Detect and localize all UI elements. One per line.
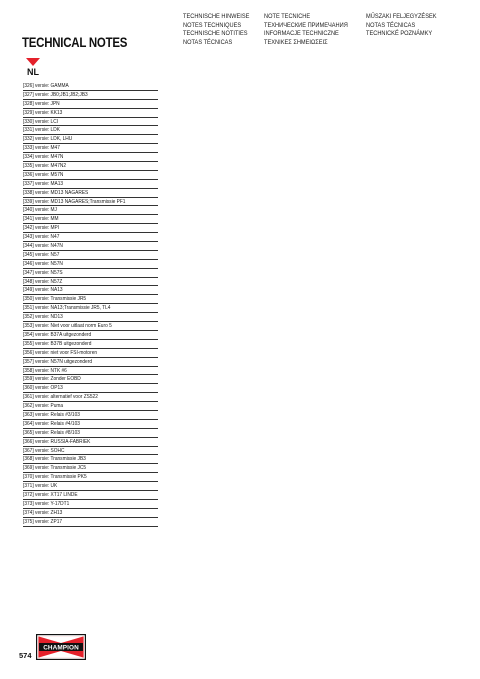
section-language-label: NL (27, 67, 39, 77)
note-row (23, 384, 158, 393)
note-text: [330] versie: LCI (23, 118, 59, 125)
note-text: [350] versie: Transmissie JR5 (23, 296, 87, 303)
note-row (23, 162, 158, 171)
note-text: [375] versie: ZP17 (23, 518, 63, 525)
note-row (23, 420, 158, 429)
note-row (23, 118, 158, 127)
note-row (23, 206, 158, 215)
note-row (23, 482, 158, 491)
note-row (23, 429, 158, 438)
note-text: [351] versie: NA13;Transmissie JR5, TL4 (23, 305, 111, 312)
note-row (23, 269, 158, 278)
note-text: [368] versie: Transmissie JB3 (23, 456, 86, 463)
note-text: [352] versie: ND13 (23, 314, 63, 321)
note-text: [360] versie: OP13 (23, 385, 63, 392)
note-row (23, 215, 158, 224)
note-row (23, 491, 158, 500)
note-row (23, 322, 158, 331)
note-row (23, 518, 158, 527)
note-row (23, 144, 158, 153)
note-row (23, 233, 158, 242)
translations-column-1 (183, 13, 257, 47)
note-row (23, 109, 158, 118)
note-text: [370] versie: Transmissie PK5 (23, 474, 87, 481)
note-row (23, 411, 158, 420)
translation-pl: INFORMACJE TECHNICZNE (264, 30, 339, 38)
note-text: [361] versie: alternatief voor ZS522 (23, 394, 98, 401)
note-row (23, 198, 158, 207)
translations-column-3 (366, 13, 444, 39)
note-row (23, 260, 158, 269)
translation-hu: MŰSZAKI FELJEGYZÉSEK (366, 13, 437, 20)
note-text: [343] versie: N47 (23, 234, 60, 241)
note-row (23, 135, 158, 144)
note-row (23, 509, 158, 518)
note-text: [331] versie: LDK (23, 127, 60, 134)
note-text: [326] versie: GAMMA (23, 83, 69, 89)
note-row (23, 393, 158, 402)
translation-es: NOTAS TÉCNICAS (183, 38, 233, 46)
note-row (23, 224, 158, 233)
note-row (23, 100, 158, 109)
note-row (23, 126, 158, 135)
note-row (23, 438, 158, 447)
translation-ru: ТЕХНИЧЕСКИЕ ПРИМЕЧАНИЯ (264, 21, 348, 29)
note-row (23, 500, 158, 509)
note-row (23, 375, 158, 384)
note-row (23, 367, 158, 376)
brand-wordmark: CHAMPION (43, 644, 79, 652)
note-text: [365] versie: Relais #8/103 (23, 429, 80, 436)
note-text: [354] versie: B37A uitgezonderd (23, 331, 92, 338)
champion-logo (36, 634, 86, 660)
note-text: [356] versie: niet voor FSI-motoren (23, 349, 98, 356)
note-row (23, 464, 158, 473)
note-text: [346] versie: N57N (23, 260, 63, 267)
note-text: [348] versie: N57Z (23, 278, 63, 285)
note-text: [345] versie: N57 (23, 251, 60, 258)
note-text: [328] versie: JPN (23, 100, 60, 107)
translation-de: TECHNISCHE HINWEISE (183, 13, 250, 20)
note-text: [336] versie: M57N (23, 171, 64, 178)
note-row (23, 171, 158, 180)
note-text: [334] versie: M47N (23, 154, 64, 161)
note-row (23, 242, 158, 251)
note-text: [358] versie: NTK #6 (23, 367, 67, 374)
note-row (23, 304, 158, 313)
note-text: [372] versie: XT17 LINDE (23, 491, 78, 498)
note-row (23, 278, 158, 287)
note-text: [327] versie: JB0;JB1;JB2;JB3 (23, 91, 88, 98)
note-text: [329] versie: KK13 (23, 109, 63, 116)
note-text: [359] versie: Zonder EOBD (23, 376, 81, 383)
note-row (23, 295, 158, 304)
translation-cs: TECHNICKÉ POZNÁMKY (366, 30, 433, 38)
note-text: [357] versie: N57N uitgezonderd (23, 358, 93, 365)
note-text: [349] versie: NA13 (23, 287, 63, 294)
note-text: [353] versie: Niet voor uitlaat norm Euro 5 (23, 323, 112, 330)
translation-fr: NOTES TECHNIQUES (183, 21, 242, 29)
note-text: [338] versie: MD13 NAGARES (23, 189, 89, 196)
note-text: [337] versie: MA13 (23, 180, 64, 187)
note-row (23, 358, 158, 367)
note-text: [341] versie: MM (23, 216, 59, 223)
translations-column-2 (264, 13, 357, 47)
notes-list (23, 82, 158, 527)
note-text: [362] versie: Puma (23, 403, 64, 410)
note-row (23, 455, 158, 464)
translation-pt: NOTAS TÉCNICAS (366, 21, 416, 29)
note-row (23, 340, 158, 349)
note-text: [339] versie: MD13 NAGARES;Transmissie PF1 (23, 198, 126, 205)
page-title: TECHNICAL NOTES (22, 34, 128, 50)
note-text: [342] versie: MPI (23, 225, 60, 232)
note-text: [355] versie: B37B uitgezonderd (23, 340, 92, 347)
note-text: [374] versie: ZH13 (23, 509, 63, 516)
note-text: [363] versie: Relais #3/103 (23, 411, 80, 418)
note-row (23, 180, 158, 189)
note-row (23, 91, 158, 100)
note-text: [373] versie: Y-17DT1 (23, 500, 70, 507)
note-row (23, 313, 158, 322)
note-row (23, 82, 158, 91)
note-text: [340] versie: MJ (23, 207, 57, 214)
note-row (23, 286, 158, 295)
note-row (23, 473, 158, 482)
note-text: [366] versie: RUSSIA-FABRIEK (23, 438, 91, 445)
note-row (23, 251, 158, 260)
section-marker-triangle (26, 58, 40, 66)
note-text: [344] versie: N47N (23, 243, 63, 250)
note-row (23, 447, 158, 456)
note-text: [347] versie: N57S (23, 269, 63, 276)
translation-it: NOTE TECNICHE (264, 13, 311, 20)
note-text: [364] versie: Relais #4/103 (23, 420, 80, 427)
note-row (23, 402, 158, 411)
note-text: [332] versie: LDK, LHU (23, 136, 73, 143)
note-text: [367] versie: SOHC (23, 447, 65, 454)
note-row (23, 189, 158, 198)
note-row (23, 331, 158, 340)
translation-el: ΤΕΧΝΙΚΕΣ ΣΗΜΕΙΩΣΕΙΣ (264, 38, 328, 46)
note-row (23, 349, 158, 358)
note-row (23, 153, 158, 162)
note-text: [335] versie: M47N2 (23, 163, 67, 170)
page-number: 574 (19, 651, 32, 660)
note-text: [369] versie: Transmissie JC5 (23, 465, 87, 472)
note-text: [333] versie: M47 (23, 145, 60, 152)
note-text: [371] versie: UK (23, 483, 58, 490)
translation-nl: TECHNISCHE NOTITIES (183, 30, 248, 38)
